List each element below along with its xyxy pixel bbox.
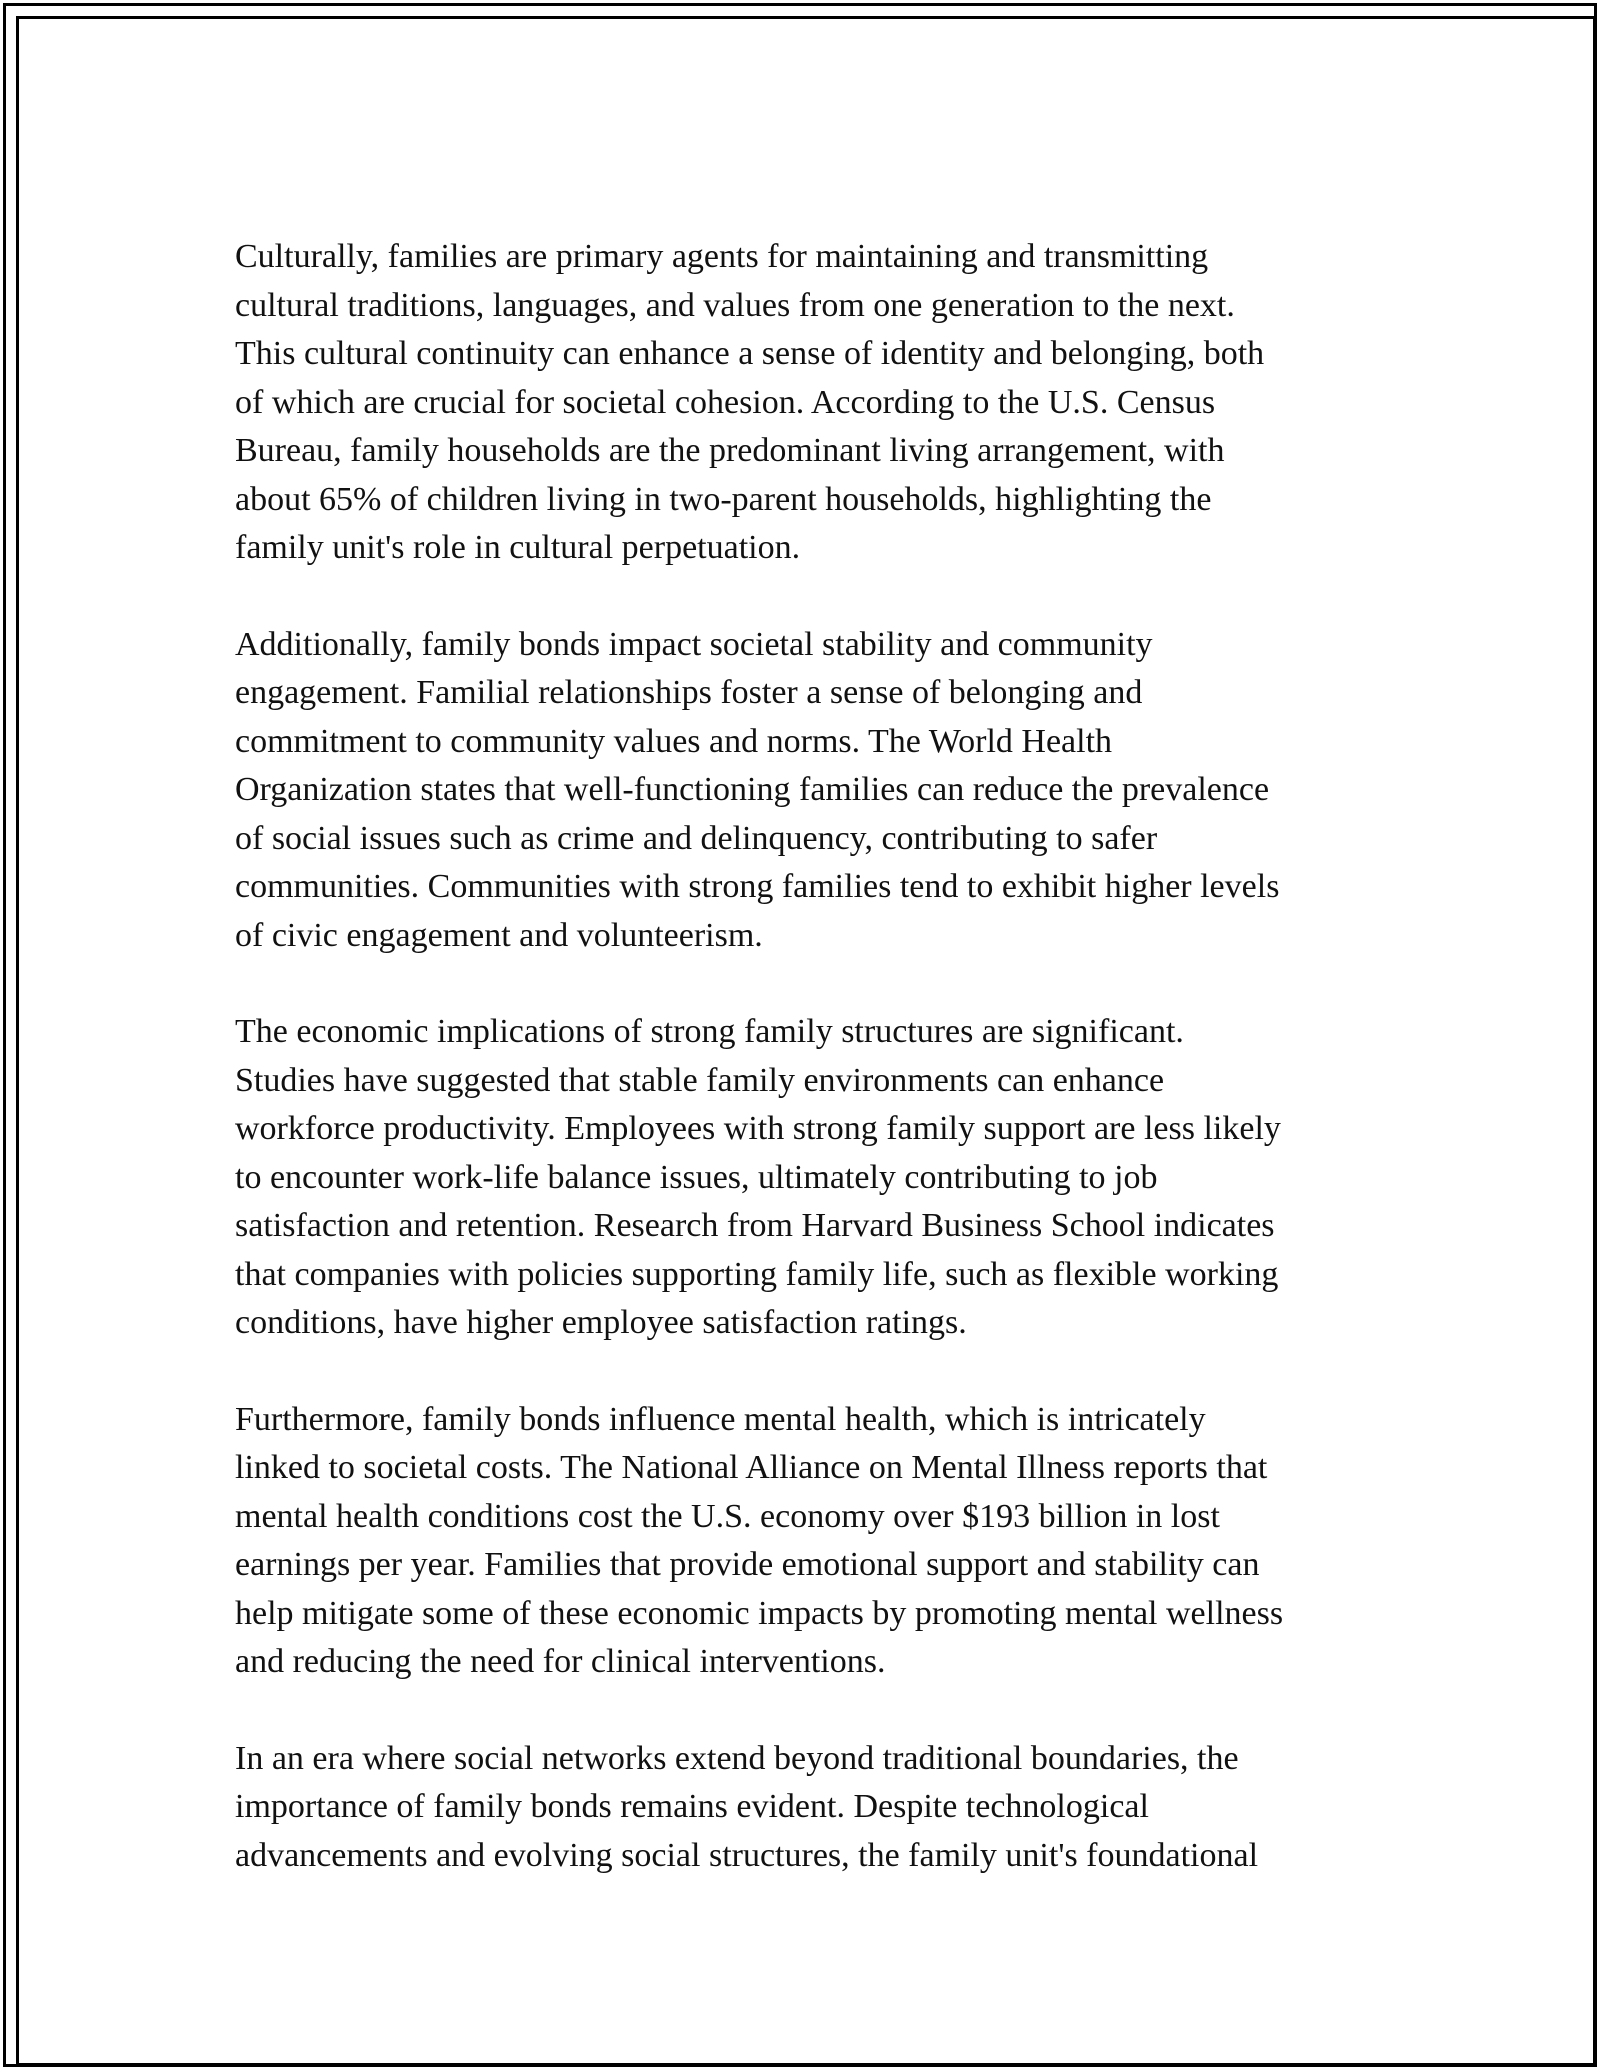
document-body bbox=[235, 233, 1370, 1928]
text-line: help mitigate some of these economic impacts by promoting mental wellness bbox=[235, 1594, 1284, 1632]
text-line: engagement. Familial relationships foster a sense of belonging and bbox=[235, 674, 1143, 711]
paragraph-societal-stability bbox=[235, 621, 1370, 961]
text-line: that companies with policies supporting family life, such as flexible working bbox=[235, 1255, 1279, 1293]
text-line: Culturally, families are primary agents for maintaining and transmitting bbox=[235, 238, 1209, 275]
text-line: and reducing the need for clinical interventions. bbox=[235, 1643, 886, 1680]
paragraph-cultural bbox=[235, 233, 1370, 573]
text-line: This cultural continuity can enhance a sense of identity and belonging, both bbox=[235, 335, 1265, 372]
text-line: of civic engagement and volunteerism. bbox=[235, 916, 763, 954]
text-line: communities. Communities with strong families tend to exhibit higher levels bbox=[235, 868, 1280, 905]
text-line: Studies have suggested that stable family environments can enhance bbox=[235, 1061, 1165, 1099]
text-line: Bureau, family households are the predominant living arrangement, with bbox=[235, 432, 1225, 469]
text-line: mental health conditions cost the U.S. economy over $193 billion in lost bbox=[235, 1497, 1220, 1535]
text-line: satisfaction and retention. Research from Harvard Business School indicates bbox=[235, 1207, 1275, 1244]
text-line: commitment to community values and norms. The World Health bbox=[235, 722, 1113, 760]
text-line: to encounter work-life balance issues, ultimately contributing to job bbox=[235, 1158, 1158, 1196]
text-line: of social issues such as crime and delinquency, contributing to safer bbox=[235, 819, 1158, 857]
text-line: Organization states that well-functioning families can reduce the prevalence bbox=[235, 771, 1270, 808]
text-line: workforce productivity. Employees with strong family support are less likely bbox=[235, 1110, 1281, 1147]
paragraph-social-networks bbox=[235, 1735, 1370, 1881]
text-line: family unit's role in cultural perpetuation. bbox=[235, 529, 801, 566]
text-line: In an era where social networks extend beyond traditional boundaries, the bbox=[235, 1739, 1239, 1777]
text-line: cultural traditions, languages, and values from one generation to the next. bbox=[235, 286, 1235, 324]
text-line: earnings per year. Families that provide emotional support and stability can bbox=[235, 1546, 1260, 1583]
paragraph-economic bbox=[235, 1008, 1370, 1348]
text-line: importance of family bonds remains evident. Despite technological bbox=[235, 1788, 1149, 1825]
text-line: conditions, have higher employee satisfaction ratings. bbox=[235, 1304, 967, 1341]
text-line: advancements and evolving social structures, the family unit's foundational bbox=[235, 1836, 1259, 1874]
text-line: The economic implications of strong family structures are significant. bbox=[235, 1013, 1184, 1050]
text-line: of which are crucial for societal cohesion. According to the U.S. Census bbox=[235, 383, 1216, 421]
text-line: linked to societal costs. The National Alliance on Mental Illness reports that bbox=[235, 1449, 1268, 1486]
paragraph-mental-health bbox=[235, 1396, 1370, 1687]
text-line: Additionally, family bonds impact societal stability and community bbox=[235, 625, 1153, 663]
text-line: Furthermore, family bonds influence mental health, which is intricately bbox=[235, 1400, 1206, 1438]
text-line: about 65% of children living in two-parent households, highlighting the bbox=[235, 480, 1212, 518]
